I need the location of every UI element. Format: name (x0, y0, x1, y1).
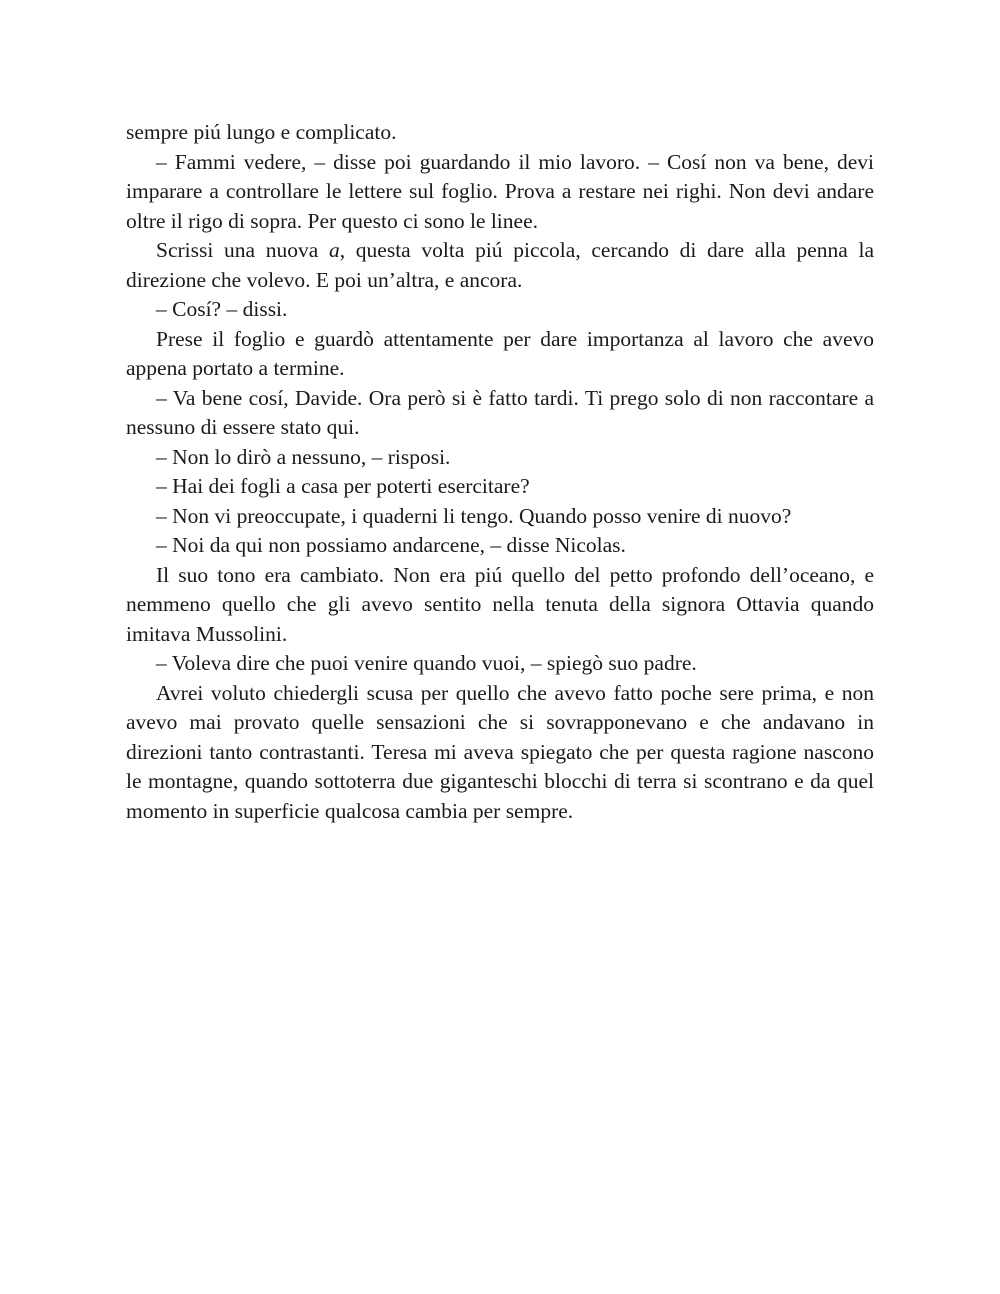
paragraph-narration: Il suo tono era cambiato. Non era piú quello del petto profondo dell’oceano, e nemmeno quello che gli avevo sentito nella tenuta della signora Ottavia quando imitava Mussolini. (126, 562, 874, 646)
paragraph-dialogue: – Noi da qui non possiamo andarcene, – disse Nicolas. (156, 533, 626, 557)
paragraph-dialogue: – Fammi vedere, – disse poi guardando il mio lavoro. – Cosí non va bene, devi imparare a controllare le lettere sul foglio. Prova a restare nei righi. Non devi andare oltre il rigo di sopra. Per questo ci sono le linee. (126, 149, 874, 233)
paragraph-narration: Avrei voluto chiedergli scusa per quello che avevo fatto poche sere prima, e non avevo mai provato quelle sensazioni che si sovrapponevano e che andavano in direzioni tanto contrastanti. Teresa mi aveva spiegato che per questa ragione nascono le montagne, quando sottoterra due giganteschi blocchi di terra si scontrano e da quel momento in superficie qualcosa cambia per sempre. (126, 680, 874, 823)
italic-letter: a (328, 238, 340, 262)
paragraph-dialogue: – Hai dei fogli a casa per poterti esercitare? (156, 474, 530, 498)
paragraph-dialogue: – Voleva dire che puoi venire quando vuoi, – spiegò suo padre. (156, 651, 697, 675)
paragraph-dialogue: – Non vi preoccupate, i quaderni li tengo. Quando posso venire di nuovo? (156, 503, 792, 528)
paragraph-dialogue: – Cosí? – dissi. (156, 297, 288, 321)
paragraph-narration: Prese il foglio e guardò attentamente per dare importanza al lavoro che avevo appena portato a termine. (126, 326, 874, 380)
paragraph-dialogue: – Non lo dirò a nessuno, – risposi. (156, 444, 451, 469)
paragraph-narration (126, 236, 874, 295)
paragraph-text: , questa volta piú piccola, cercando di dare alla penna la direzione che volevo. E poi un’altra, e ancora. (126, 238, 874, 292)
paragraph-continuation: sempre piú lungo e complicato. (126, 120, 397, 144)
paragraph-text: Scrissi una nuova (156, 238, 329, 262)
paragraph-dialogue: – Va bene cosí, Davide. Ora però si è fatto tardi. Ti prego solo di non raccontare a nessuno di essere stato qui. (126, 385, 874, 439)
page-body (126, 118, 874, 826)
